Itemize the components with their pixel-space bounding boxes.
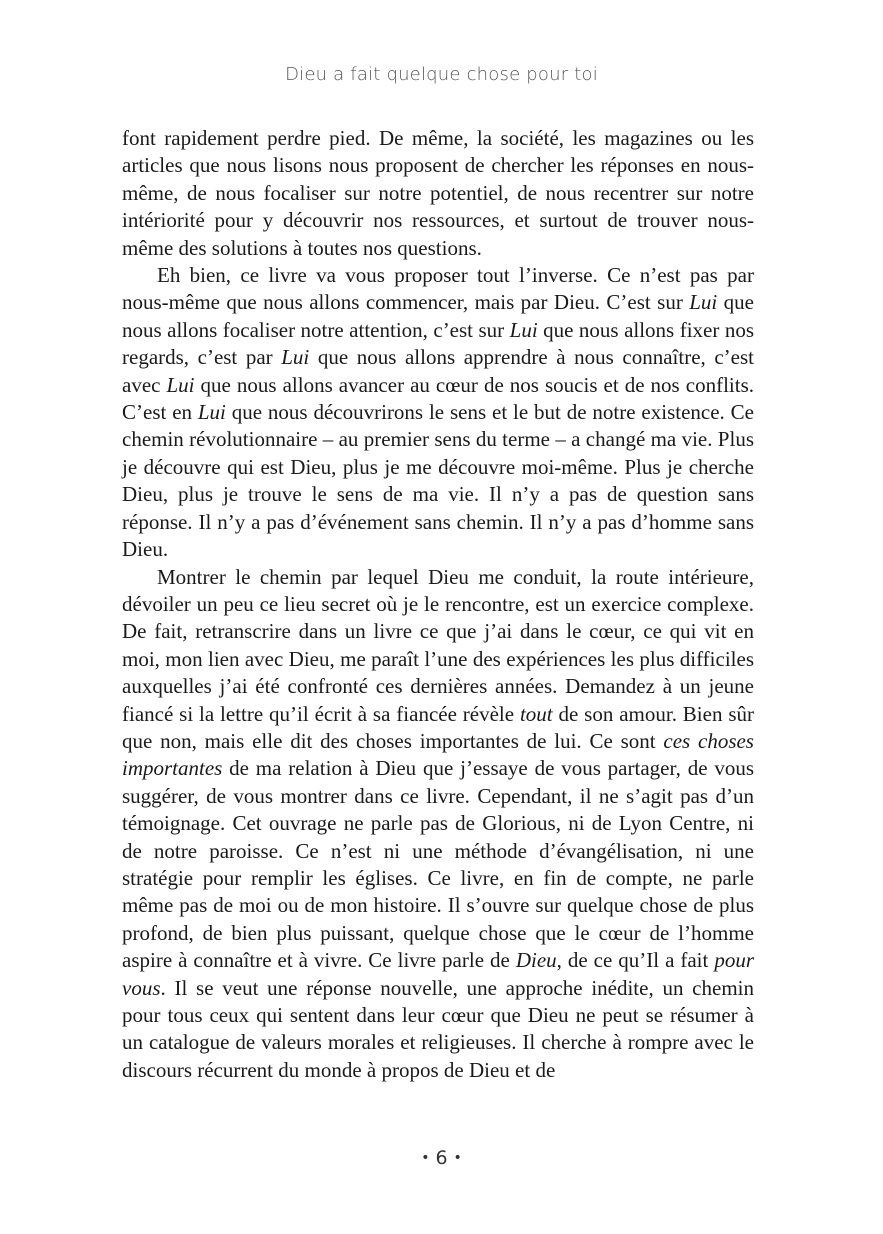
folio-bullet-right: • — [453, 1150, 462, 1166]
paragraph-text: Montrer le chemin par lequel Dieu me conduit, la route intérieure, dévoiler un peu ce lieu secret où je le rencontre, est un exercice complexe. De fait, retranscrire dans un livre ce que j’ai dans le cœur, ce qui vit en moi, mon lien avec Dieu, me paraît l’une des expériences les plus difficiles auxquelles j’ai été confronté ces dernières années. Demandez à un jeune fiancé si la lettre qu’il écrit à sa fiancée révèle — [122, 564, 754, 726]
emphasis-text: tout — [519, 701, 553, 726]
paragraph — [122, 262, 754, 563]
running-header: Dieu a fait quelque chose pour toi — [285, 64, 598, 85]
emphasis-text: Lui — [509, 317, 538, 342]
paragraph-text: que nous allons avancer au cœur de nos soucis et de nos conflits. C’est en — [122, 372, 754, 425]
emphasis-text: Lui — [689, 290, 718, 315]
paragraph-text: que nous allons apprendre à nous connaître, c’est avec — [122, 345, 754, 397]
emphasis-text: pour vous — [122, 948, 755, 1000]
emphasis-text: Lui — [281, 345, 310, 370]
paragraph-text: . Il se veut une réponse nouvelle, une approche inédite, un chemin pour tous ceux qui sentent dans leur cœur que Dieu ne peut se résumer à un catalogue de valeurs morales et religieuses. Il cherche à rompre avec le discours récurrent du monde à propos de Dieu et de — [122, 975, 754, 1082]
emphasis-text: Lui — [197, 400, 226, 425]
paragraph-text: , de ce qu’Il a fait — [556, 948, 715, 973]
emphasis-text: Dieu — [515, 948, 557, 973]
paragraph-text: de ma relation à Dieu que j’essaye de vous partager, de vous suggérer, de vous montrer dans ce livre. Cependant, il ne s’agit pas d’un témoignage. Cet ouvrage ne parle pas de Glorious, ni de Lyon Centre, ni de notre paroisse. Ce n’est ni une méthode d’évangélisation, ni une stratégie pour remplir les églises. Ce livre, en fin de compte, ne parle même pas de moi ou de mon histoire. Il s’ouvre sur quelque chose de plus profond, de bien plus puissant, quelque chose que le cœur de l’homme aspire à connaître et à vivre. Ce livre parle de — [122, 756, 754, 973]
page-number — [0, 1147, 883, 1169]
paragraph-text: Eh bien, ce livre va vous proposer tout l’inverse. Ce n’est pas par nous-même que nous allons commencer, mais par Dieu. C’est sur — [122, 263, 754, 315]
body-text — [122, 125, 754, 1084]
emphasis-text: ces choses importantes — [122, 728, 754, 781]
emphasis-text: Lui — [166, 372, 195, 397]
paragraph-text: font rapidement perdre pied. De même, la société, les magazines ou les articles que nous lisons nous proposent de chercher les réponses en nous-même, de nous focaliser sur notre potentiel, de nous recentrer sur notre intériorité pour y découvrir nos ressources, et surtout de trouver nous-même des solutions à toutes nos questions. — [122, 126, 754, 260]
paragraph-text: que nous allons focaliser notre attention, c’est sur — [122, 290, 754, 342]
paragraph-text: que nous découvrirons le sens et le but de notre existence. Ce chemin révolutionnaire – au premier sens du terme – a changé ma vie. Plus je découvre qui est Dieu, plus je me découvre moi-même. Plus je cherche Dieu, plus je trouve le sens de ma vie. Il n’y a pas de question sans réponse. Il n’y a pas d’événement sans chemin. Il n’y a pas d’homme sans Dieu. — [122, 400, 754, 562]
paragraph-text: que nous allons fixer nos regards, c’est par — [122, 317, 754, 370]
paragraph — [122, 125, 754, 262]
paragraph-text: de son amour. Bien sûr que non, mais elle dit des choses importantes de lui. Ce sont — [122, 701, 754, 753]
page-number-value: 6 — [435, 1147, 448, 1169]
paragraph — [122, 564, 754, 1085]
folio-bullet-left: • — [421, 1150, 430, 1166]
